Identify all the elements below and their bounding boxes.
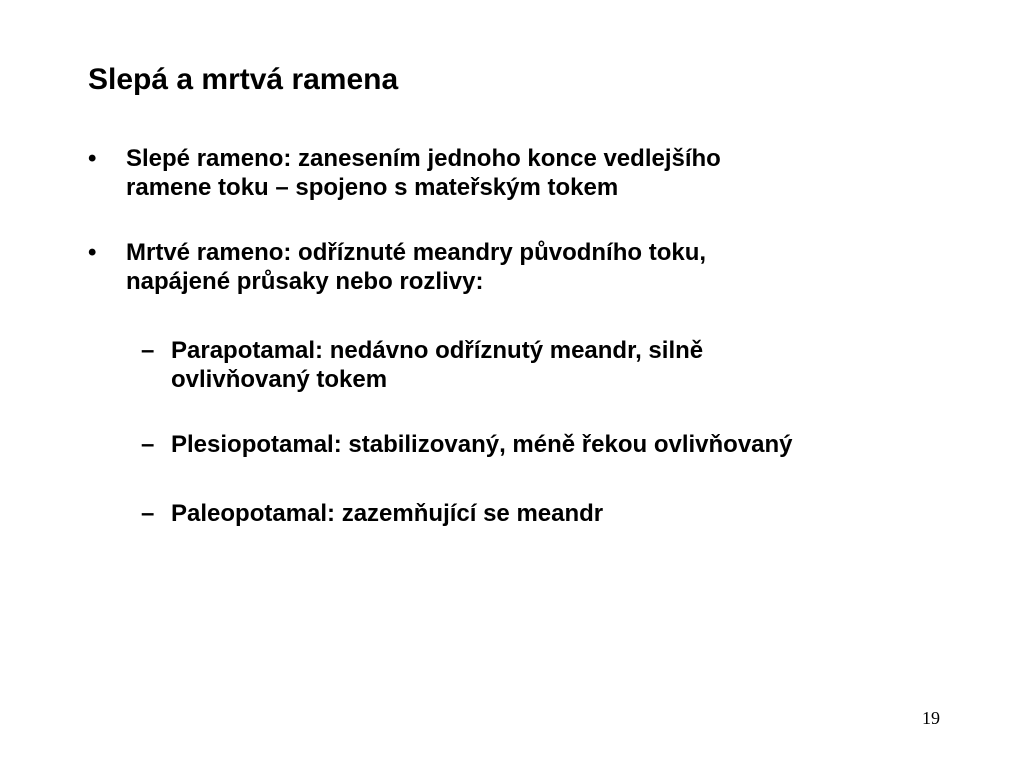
bullet-text-line: Slepé rameno: zanesením jednoho konce vedlejšího bbox=[126, 145, 721, 172]
subbullet-text-line: Parapotamal: nedávno odříznutý meandr, silně bbox=[171, 337, 704, 364]
dash-marker: – bbox=[141, 431, 155, 458]
bullet-text-line: Mrtvé rameno: odříznuté meandry původního toku, bbox=[126, 239, 707, 266]
bullet-text-line: napájené průsaky nebo rozlivy: bbox=[126, 268, 484, 295]
subbullet-item-parapotamal bbox=[141, 336, 951, 394]
bullet-text-line: ramene toku – spojeno s mateřským tokem bbox=[126, 174, 619, 201]
bullet-item-slepe-rameno bbox=[88, 144, 886, 202]
subbullet-item-paleopotamal bbox=[141, 499, 951, 528]
dash-marker: – bbox=[141, 500, 155, 527]
subbullet-text-line: ovlivňovaný tokem bbox=[171, 366, 388, 393]
bullet-item-mrtve-rameno bbox=[88, 238, 886, 296]
subbullet-text-line: Plesiopotamal: stabilizovaný, méně řekou ovlivňovaný bbox=[171, 431, 793, 458]
bullet-marker: • bbox=[88, 145, 97, 172]
slide-title: Slepá a mrtvá ramena bbox=[88, 63, 399, 96]
subbullet-text-line: Paleopotamal: zazemňující se meandr bbox=[171, 500, 604, 527]
subbullet-item-plesiopotamal bbox=[141, 430, 951, 459]
dash-marker: – bbox=[141, 337, 155, 364]
bullet-marker: • bbox=[88, 239, 97, 266]
page-number: 19 bbox=[922, 708, 940, 728]
